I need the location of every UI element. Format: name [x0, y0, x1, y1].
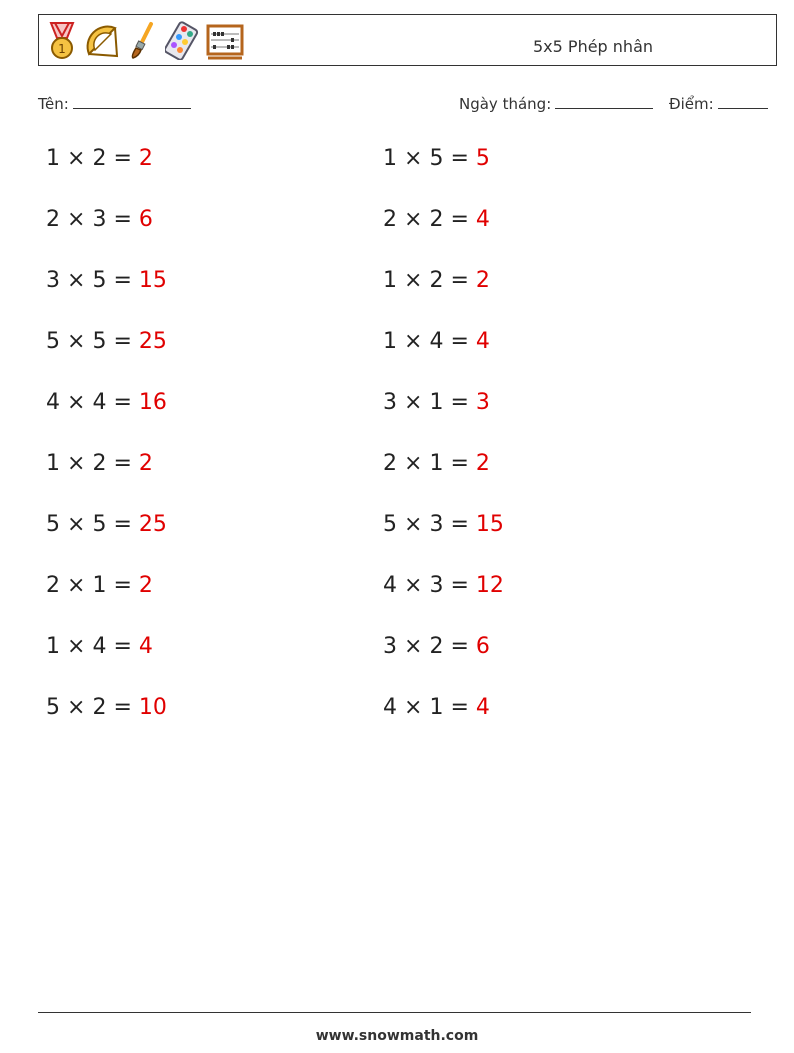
equals-sign: = [450, 146, 469, 171]
times-sign: × [404, 573, 423, 598]
score-field[interactable] [669, 94, 768, 113]
factor-a: 2 [46, 207, 60, 232]
times-sign: × [404, 695, 423, 720]
answer: 4 [475, 329, 490, 354]
factor-a: 3 [383, 390, 397, 415]
factor-a: 3 [383, 634, 397, 659]
factor-b: 3 [429, 512, 444, 537]
answer: 4 [475, 695, 490, 720]
problem-right-3 [383, 268, 490, 293]
equals-sign: = [113, 451, 132, 476]
times-sign: × [404, 634, 423, 659]
factor-b: 2 [92, 695, 107, 720]
problem-right-8 [383, 573, 504, 598]
paintbrush-icon [125, 20, 159, 60]
answer: 2 [138, 146, 153, 171]
factor-a: 1 [383, 268, 397, 293]
equals-sign: = [450, 573, 469, 598]
equals-sign: = [113, 268, 132, 293]
factor-a: 2 [383, 207, 397, 232]
factor-b: 1 [429, 451, 444, 476]
answer: 4 [138, 634, 153, 659]
problem-left-10 [46, 695, 167, 720]
problem-left-7 [46, 512, 167, 537]
date-label: Ngày tháng: [459, 95, 552, 113]
problem-right-5 [383, 390, 490, 415]
factor-b: 4 [92, 634, 107, 659]
equals-sign: = [113, 634, 132, 659]
answer: 5 [475, 146, 490, 171]
factor-b: 1 [429, 390, 444, 415]
equals-sign: = [450, 207, 469, 232]
problem-left-5 [46, 390, 167, 415]
answer: 16 [138, 390, 167, 415]
problem-left-1 [46, 146, 153, 171]
times-sign: × [67, 268, 86, 293]
header-icons [45, 20, 245, 60]
factor-a: 4 [46, 390, 60, 415]
factor-b: 2 [92, 451, 107, 476]
factor-b: 5 [92, 329, 107, 354]
equals-sign: = [113, 390, 132, 415]
answer: 2 [138, 573, 153, 598]
equals-sign: = [113, 573, 132, 598]
times-sign: × [67, 329, 86, 354]
times-sign: × [67, 634, 86, 659]
worksheet-title: 5x5 Phép nhân [533, 37, 654, 56]
name-label: Tên: [38, 95, 69, 113]
times-sign: × [404, 268, 423, 293]
factor-b: 3 [92, 207, 107, 232]
factor-b: 5 [92, 512, 107, 537]
factor-a: 1 [46, 634, 60, 659]
answer: 25 [138, 512, 167, 537]
equals-sign: = [113, 146, 132, 171]
factor-a: 1 [383, 329, 397, 354]
factor-b: 4 [429, 329, 444, 354]
factor-a: 2 [46, 573, 60, 598]
factor-a: 1 [383, 146, 397, 171]
times-sign: × [404, 390, 423, 415]
factor-b: 5 [92, 268, 107, 293]
equals-sign: = [450, 695, 469, 720]
factor-b: 2 [429, 207, 444, 232]
answer: 6 [138, 207, 153, 232]
factor-a: 5 [46, 512, 60, 537]
factor-a: 2 [383, 451, 397, 476]
answer: 2 [138, 451, 153, 476]
times-sign: × [404, 512, 423, 537]
medal-icon [45, 20, 79, 60]
svg-text:1: 1 [58, 42, 66, 56]
answer: 10 [138, 695, 167, 720]
equals-sign: = [450, 268, 469, 293]
equals-sign: = [113, 512, 132, 537]
times-sign: × [67, 390, 86, 415]
answer: 2 [475, 451, 490, 476]
equals-sign: = [113, 329, 132, 354]
equals-sign: = [450, 512, 469, 537]
equals-sign: = [113, 207, 132, 232]
times-sign: × [67, 207, 86, 232]
footer-website[interactable]: www.snowmath.com [315, 1028, 479, 1044]
factor-a: 5 [383, 512, 397, 537]
factor-a: 3 [46, 268, 60, 293]
problem-right-9 [383, 634, 490, 659]
problem-right-10 [383, 695, 490, 720]
times-sign: × [67, 146, 86, 171]
answer: 4 [475, 207, 490, 232]
equals-sign: = [113, 695, 132, 720]
times-sign: × [67, 512, 86, 537]
problem-left-9 [46, 634, 153, 659]
name-field[interactable] [38, 94, 191, 113]
answer: 12 [475, 573, 504, 598]
paint-palette-icon [165, 20, 199, 60]
equals-sign: = [450, 451, 469, 476]
answer: 15 [138, 268, 167, 293]
answer: 3 [475, 390, 490, 415]
problem-left-8 [46, 573, 153, 598]
score-label: Điểm: [669, 95, 714, 113]
factor-a: 5 [46, 695, 60, 720]
factor-a: 4 [383, 695, 397, 720]
answer: 2 [475, 268, 490, 293]
date-field[interactable] [459, 94, 653, 113]
factor-a: 5 [46, 329, 60, 354]
problem-right-7 [383, 512, 504, 537]
footer-divider [38, 1012, 751, 1013]
answer: 25 [138, 329, 167, 354]
factor-b: 4 [92, 390, 107, 415]
problem-right-1 [383, 146, 490, 171]
problem-left-3 [46, 268, 167, 293]
factor-b: 3 [429, 573, 444, 598]
factor-b: 5 [429, 146, 444, 171]
problem-right-4 [383, 329, 490, 354]
problem-left-4 [46, 329, 167, 354]
equals-sign: = [450, 390, 469, 415]
date-blank[interactable] [555, 94, 653, 109]
factor-a: 1 [46, 451, 60, 476]
equals-sign: = [450, 329, 469, 354]
abacus-icon [205, 20, 245, 60]
name-blank[interactable] [73, 94, 191, 109]
times-sign: × [404, 146, 423, 171]
score-blank[interactable] [718, 94, 768, 109]
times-sign: × [67, 451, 86, 476]
times-sign: × [67, 573, 86, 598]
factor-a: 1 [46, 146, 60, 171]
problem-left-2 [46, 207, 153, 232]
problem-right-2 [383, 207, 490, 232]
factor-b: 1 [429, 695, 444, 720]
times-sign: × [404, 329, 423, 354]
factor-b: 2 [429, 634, 444, 659]
factor-b: 2 [429, 268, 444, 293]
problem-right-6 [383, 451, 490, 476]
equals-sign: = [450, 634, 469, 659]
times-sign: × [404, 451, 423, 476]
problem-left-6 [46, 451, 153, 476]
factor-b: 1 [92, 573, 107, 598]
answer: 6 [475, 634, 490, 659]
worksheet-header [38, 14, 777, 66]
factor-b: 2 [92, 146, 107, 171]
times-sign: × [67, 695, 86, 720]
factor-a: 4 [383, 573, 397, 598]
protractor-icon [85, 20, 119, 60]
answer: 15 [475, 512, 504, 537]
times-sign: × [404, 207, 423, 232]
